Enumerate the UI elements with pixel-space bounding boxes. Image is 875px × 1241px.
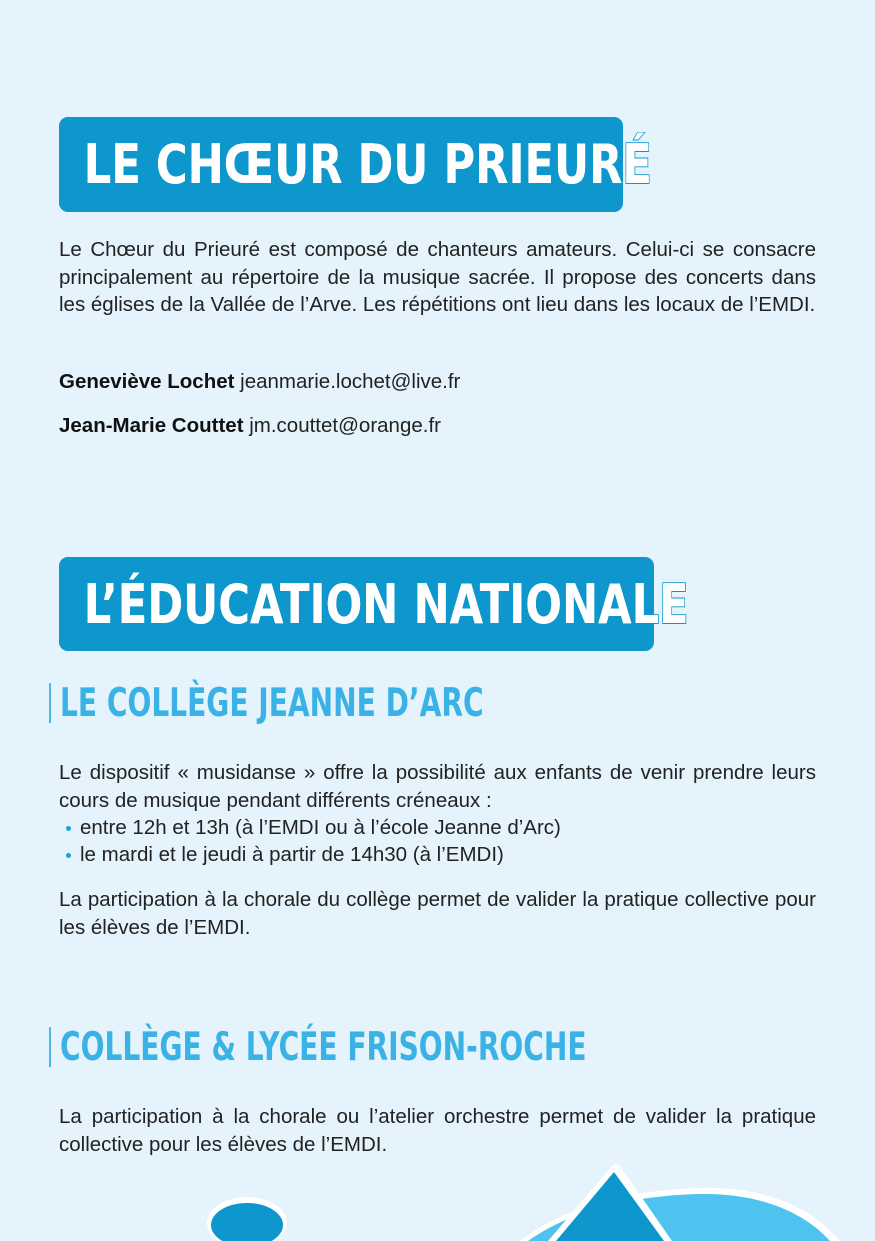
contact-name: Jean-Marie Couttet [59, 414, 244, 437]
subheading-frison-roche [49, 1024, 791, 1070]
choeur-description: Le Chœur du Prieuré est composé de chanteurs amateurs. Celui-ci se consacre principalement au répertoire de la musique sacrée. Il propose des concerts dans les églises de la Vallée de l’Arve. Les répétitions ont lieu dans les locaux de l’EMDI. [59, 238, 816, 316]
subheading-text: LE COLLÈGE JEANNE D’ARC [60, 680, 484, 726]
section-title: L’ÉDUCATION NATIONALE [83, 572, 689, 636]
list-item: entre 12h et 13h (à l’EMDI ou à l’école Jeanne d’Arc) [66, 814, 561, 841]
contact-email[interactable]: jm.couttet@orange.fr [249, 414, 441, 437]
section-title: LE CHŒUR DU PRIEURÉ [83, 133, 652, 196]
section-title-banner-education [59, 557, 689, 651]
musidanse-intro: Le dispositif « musidanse » offre la possibilité aux enfants de venir prendre leurs cours de musique pendant différents créneaux : [59, 761, 816, 812]
contact-email[interactable]: jeanmarie.lochet@live.fr [240, 370, 461, 393]
schedule-list [66, 814, 561, 868]
section-title-banner-choeur [59, 117, 652, 212]
frison-roche-note: La participation à la chorale ou l’atelier orchestre permet de valider la pratique collective pour les élèves de l’EMDI. [59, 1105, 816, 1156]
contact-lochet [59, 368, 460, 395]
subheading-text: COLLÈGE & LYCÉE FRISON-ROCHE [60, 1024, 587, 1070]
decorative-shapes [0, 1150, 875, 1241]
list-item: le mardi et le jeudi à partir de 14h30 (à l’EMDI) [66, 841, 561, 868]
subheading-college-jeanne-darc [49, 680, 648, 726]
contact-couttet [59, 412, 441, 439]
chorale-note: La participation à la chorale du collège permet de valider la pratique collective pour les élèves de l’EMDI. [59, 888, 816, 939]
contact-name: Geneviève Lochet [59, 370, 235, 393]
